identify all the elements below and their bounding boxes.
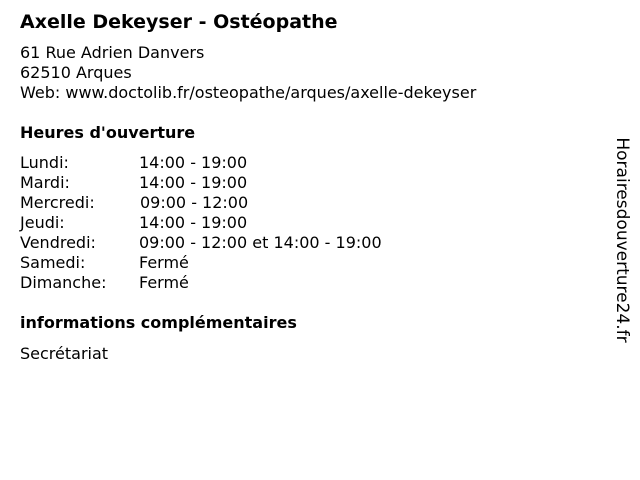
- hours-time-value: 14:00 - 19:00: [139, 213, 248, 232]
- hours-day-label: Lundi:: [20, 153, 69, 172]
- hours-time-value: 09:00 - 12:00 et 14:00 - 19:00: [139, 233, 382, 252]
- address-street: 61 Rue Adrien Danvers: [20, 43, 205, 62]
- website-link[interactable]: Web: www.doctolib.fr/osteopathe/arques/axelle-dekeyser: [20, 83, 477, 102]
- hours-time-value: Fermé: [139, 253, 189, 272]
- hours-time-value: 14:00 - 19:00: [139, 173, 248, 192]
- hours-day-label: Mercredi:: [20, 193, 95, 212]
- page-title: Axelle Dekeyser - Ostéopathe: [20, 11, 338, 33]
- hours-time-value: Fermé: [139, 273, 189, 292]
- site-watermark: Horairesdouverture24.fr: [612, 137, 632, 343]
- opening-hours-heading: Heures d'ouverture: [20, 123, 196, 142]
- hours-day-label: Samedi:: [20, 253, 86, 272]
- hours-day-label: Vendredi:: [20, 233, 96, 252]
- hours-day-label: Dimanche:: [20, 273, 107, 292]
- hours-time-value: 14:00 - 19:00: [139, 153, 248, 172]
- address-city: 62510 Arques: [20, 63, 132, 82]
- hours-time-value: 09:00 - 12:00: [140, 193, 249, 212]
- address-block: [20, 43, 476, 103]
- additional-info-text: Secrétariat: [20, 344, 109, 363]
- hours-day-label: Jeudi:: [20, 213, 65, 232]
- hours-day-label: Mardi:: [20, 173, 70, 192]
- additional-info-heading: informations complémentaires: [20, 313, 297, 332]
